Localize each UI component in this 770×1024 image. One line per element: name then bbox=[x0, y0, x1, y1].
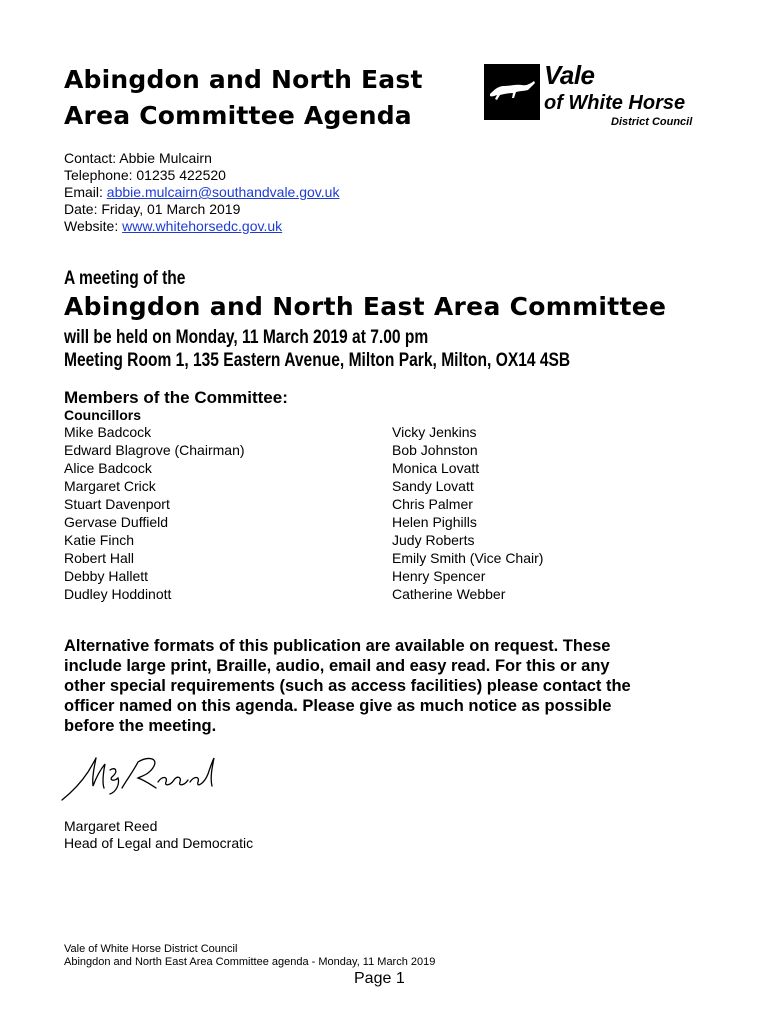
title-line-2: Area Committee Agenda bbox=[64, 101, 412, 130]
member-name: Henry Spencer bbox=[392, 568, 486, 584]
notice-line: include large print, Braille, audio, email and easy read. For this or any bbox=[64, 657, 610, 675]
meeting-where: Meeting Room 1, 135 Eastern Avenue, Milton Park, Milton, OX14 4SB bbox=[64, 350, 571, 371]
member-name: Stuart Davenport bbox=[64, 496, 170, 512]
notice-line: officer named on this agenda. Please give as much notice as possible bbox=[64, 697, 612, 715]
member-name: Edward Blagrove (Chairman) bbox=[64, 442, 245, 458]
contact-details bbox=[64, 150, 339, 235]
meeting-details bbox=[64, 326, 570, 372]
member-name: Dudley Hoddinott bbox=[64, 586, 172, 602]
signatory-name: Margaret Reed bbox=[64, 818, 158, 834]
member-name: Emily Smith (Vice Chair) bbox=[392, 550, 544, 566]
handwritten-signature bbox=[58, 748, 238, 808]
contact-name: Contact: Abbie Mulcairn bbox=[64, 150, 212, 166]
alternative-formats-notice bbox=[64, 636, 704, 736]
member-name: Debby Hallett bbox=[64, 568, 149, 584]
member-name: Bob Johnston bbox=[392, 442, 478, 458]
member-name: Margaret Crick bbox=[64, 478, 156, 494]
signatory bbox=[64, 818, 253, 852]
meeting-when: will be held on Monday, 11 March 2019 at 7.00 pm bbox=[64, 327, 429, 348]
member-name: Katie Finch bbox=[64, 532, 135, 548]
member-name: Judy Roberts bbox=[392, 532, 475, 548]
member-name: Alice Badcock bbox=[64, 460, 152, 476]
notice-line: other special requirements (such as access facilities) please contact the bbox=[64, 677, 631, 695]
footer-agenda: Abingdon and North East Area Committee agenda - Monday, 11 March 2019 bbox=[64, 956, 436, 968]
title-line-1: Abingdon and North East bbox=[64, 65, 423, 94]
website-link[interactable]: www.whitehorsedc.gov.uk bbox=[122, 218, 283, 234]
contact-telephone: Telephone: 01235 422520 bbox=[64, 167, 226, 183]
member-name: Helen Pighills bbox=[392, 514, 477, 530]
meeting-date: Date: Friday, 01 March 2019 bbox=[64, 201, 241, 217]
members-list-right bbox=[392, 423, 543, 603]
logo-white-horse-text: of White Horse bbox=[544, 92, 686, 114]
contact-website-row bbox=[64, 218, 339, 235]
white-horse-icon bbox=[484, 64, 540, 120]
meeting-intro: A meeting of the bbox=[64, 268, 186, 289]
page-number: Page 1 bbox=[354, 970, 405, 987]
members-list-left bbox=[64, 423, 245, 603]
logo-district-council-text: District Council bbox=[611, 116, 693, 128]
website-label: Website: bbox=[64, 218, 123, 234]
signatory-role: Head of Legal and Democratic bbox=[64, 835, 254, 851]
member-name: Catherine Webber bbox=[392, 586, 506, 602]
member-name: Vicky Jenkins bbox=[392, 424, 477, 440]
notice-line: before the meeting. bbox=[64, 717, 217, 735]
member-name: Mike Badcock bbox=[64, 424, 152, 440]
footer-council: Vale of White Horse District Council bbox=[64, 943, 238, 955]
councillors-subheading: Councillors bbox=[64, 407, 142, 423]
member-name: Gervase Duffield bbox=[64, 514, 169, 530]
member-name: Chris Palmer bbox=[392, 496, 473, 512]
member-name: Monica Lovatt bbox=[392, 460, 480, 476]
page-footer bbox=[64, 943, 435, 969]
council-logo bbox=[484, 60, 704, 130]
contact-email-row bbox=[64, 184, 339, 201]
logo-vale-text: Vale bbox=[544, 60, 595, 90]
members-heading: Members of the Committee: bbox=[64, 388, 288, 407]
member-name: Robert Hall bbox=[64, 550, 135, 566]
email-link[interactable]: abbie.mulcairn@southandvale.gov.uk bbox=[106, 184, 340, 200]
committee-name: Abingdon and North East Area Committee bbox=[64, 292, 667, 321]
email-label: Email: bbox=[64, 184, 107, 200]
document-title bbox=[64, 62, 484, 134]
notice-line: Alternative formats of this publication are available on request. These bbox=[64, 637, 611, 655]
member-name: Sandy Lovatt bbox=[392, 478, 474, 494]
